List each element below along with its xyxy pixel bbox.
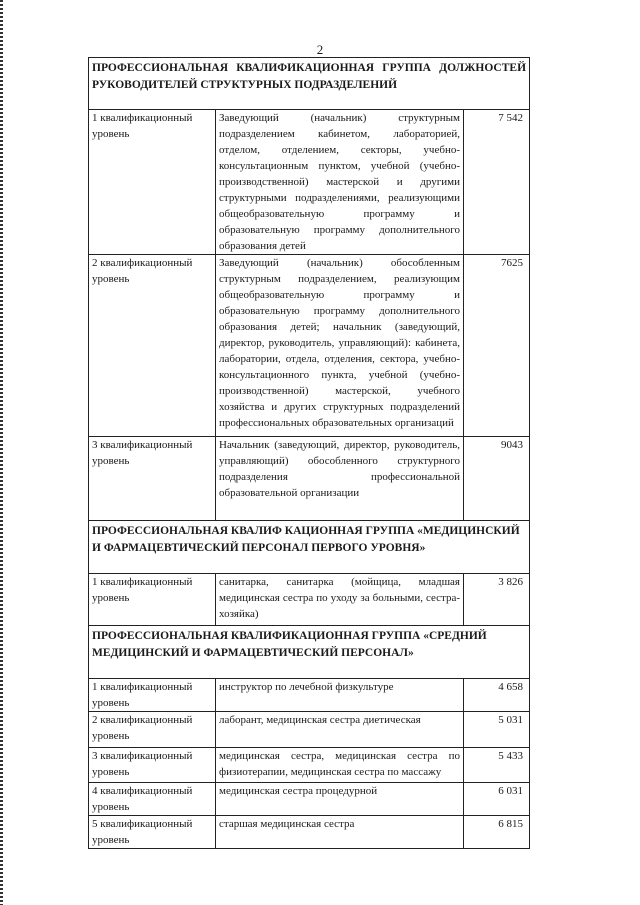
level-cell: 1 квалификационный уровень	[89, 574, 216, 626]
description-cell: санитарка, санитарка (мойщица, младшая медицинская сестра по уходу за больными, сестра-хозяйка)	[216, 574, 464, 626]
salary-cell: 6 031	[464, 783, 530, 816]
level-cell: 4 квалификационный уровень	[89, 783, 216, 816]
description-cell: Заведующий (начальник) обособленным структурным подразделением, реализующим общеобразовательную программу и образовательную программу дополнительного образования детей; начальник (заведующий, директор, руководитель, управляющий): кабинета, лаборатории, отдела, отделения, сектора, учебно-консультационного пункта, учебной (учебно-производственной) мастерской, учебного хозяйства и других структурных подразделений профессиональных образовательных организаций	[216, 255, 464, 437]
salary-cell: 5 433	[464, 748, 530, 783]
section-header: ПРОФЕССИОНАЛЬНАЯ КВАЛИФ КАЦИОННАЯ ГРУППА «МЕДИЦИНСКИЙ И ФАРМАЦЕВТИЧЕСКИЙ ПЕРСОНАЛ ПЕРВОГО УРОВНЯ»	[89, 521, 530, 574]
description-cell: медицинская сестра процедурной	[216, 783, 464, 816]
page-number: 2	[316, 42, 324, 57]
level-cell: 2 квалификационный уровень	[89, 712, 216, 748]
section-header-row	[89, 626, 530, 679]
section-header: ПРОФЕССИОНАЛЬНАЯ КВАЛИФИКАЦИОННАЯ ГРУППА ДОЛЖНОСТЕЙ РУКОВОДИТЕЛЕЙ СТРУКТУРНЫХ ПОДРАЗДЕЛЕНИЙ	[89, 58, 530, 110]
salary-cell: 6 815	[464, 816, 530, 849]
table-row	[89, 748, 530, 783]
level-cell: 1 квалификационный уровень	[89, 110, 216, 255]
salary-cell: 9043	[464, 437, 530, 521]
description-cell: старшая медицинская сестра	[216, 816, 464, 849]
salary-table	[88, 57, 530, 849]
table-row	[89, 816, 530, 849]
description-cell: медицинская сестра, медицинская сестра по физиотерапии, медицинская сестра по массажу	[216, 748, 464, 783]
description-cell: лаборант, медицинская сестра диетическая	[216, 712, 464, 748]
salary-cell: 7625	[464, 255, 530, 437]
table-row	[89, 712, 530, 748]
level-cell: 3 квалификационный уровень	[89, 437, 216, 521]
table-row	[89, 679, 530, 712]
salary-cell: 3 826	[464, 574, 530, 626]
table-row	[89, 574, 530, 626]
scan-edge	[0, 0, 3, 905]
level-cell: 2 квалификационный уровень	[89, 255, 216, 437]
salary-cell: 7 542	[464, 110, 530, 255]
table-row	[89, 255, 530, 437]
level-cell: 1 квалификационный уровень	[89, 679, 216, 712]
section-header: ПРОФЕССИОНАЛЬНАЯ КВАЛИФИКАЦИОННАЯ ГРУППА «СРЕДНИЙ МЕДИЦИНСКИЙ И ФАРМАЦЕВТИЧЕСКИЙ ПЕРСОНАЛ»	[89, 626, 530, 679]
salary-cell: 5 031	[464, 712, 530, 748]
table-row	[89, 110, 530, 255]
description-cell: Начальник (заведующий, директор, руководитель, управляющий) обособленного структурного подразделения профессиональной образовательной организации	[216, 437, 464, 521]
description-cell: инструктор по лечебной физкультуре	[216, 679, 464, 712]
salary-cell: 4 658	[464, 679, 530, 712]
table-row	[89, 437, 530, 521]
table-row	[89, 783, 530, 816]
description-cell: Заведующий (начальник) структурным подразделением кабинетом, лабораторией, отделом, отделением, секторы, учебно-консультационным пунктом, учебной (учебно-производственной) мастерской и другими структурными подразделениями, реализующими общеобразовательную программу и образовательную программу дополнительного образования детей	[216, 110, 464, 255]
section-header-row	[89, 58, 530, 110]
level-cell: 3 квалификационный уровень	[89, 748, 216, 783]
level-cell: 5 квалификационный уровень	[89, 816, 216, 849]
section-header-row	[89, 521, 530, 574]
